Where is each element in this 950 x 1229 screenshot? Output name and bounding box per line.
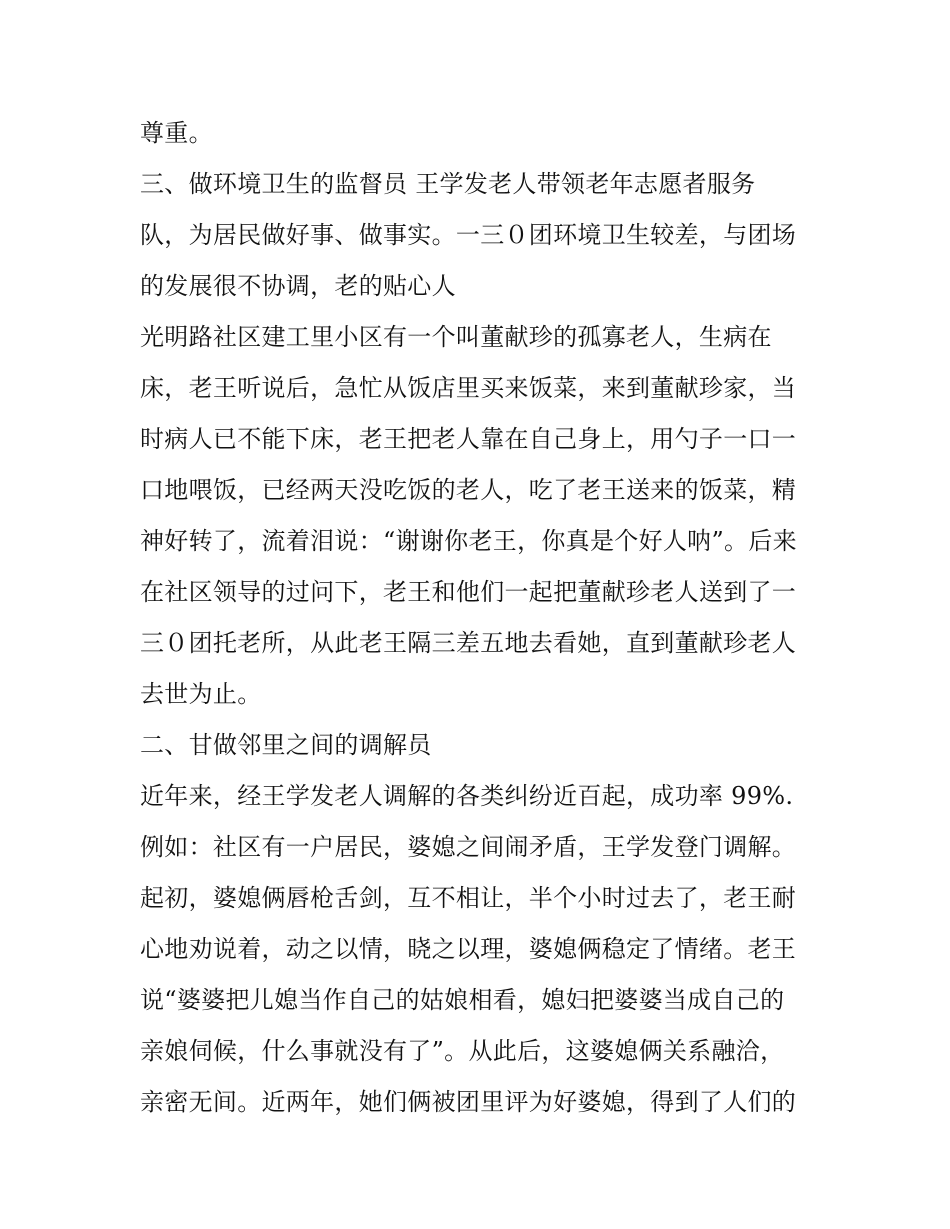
text-line: 在社区领导的过问下，老王和他们一起把董献珍老人送到了一 [140, 578, 797, 606]
document-body [140, 108, 820, 1128]
section-heading-mediator: 二、甘做邻里之间的调解员 [140, 731, 432, 759]
text-line: 心地劝说着，动之以情，晓之以理，婆媳俩稳定了情绪。老王 [140, 935, 797, 963]
text-line: 起初，婆媳俩唇枪舌剑，互不相让，半个小时过去了，老王耐 [140, 884, 797, 912]
text-line: 亲密无间。近两年，她们俩被团里评为好婆媳，得到了人们的 [140, 1088, 797, 1116]
text-line: 例如：社区有一户居民，婆媳之间闹矛盾，王学发登门调解。 [140, 833, 797, 861]
text-line: 三０团托老所，从此老王隔三差五地去看她，直到董献珍老人 [140, 629, 797, 657]
text-line: 队，为居民做好事、做事实。一三０团环境卫生较差，与团场 [140, 221, 797, 249]
text-line: 亲娘伺候，什么事就没有了”。从此后，这婆媳俩关系融洽， [140, 1037, 785, 1065]
text-line: 去世为止。 [140, 680, 262, 708]
text-line: 的发展很不协调，老的贴心人 [140, 272, 456, 300]
section-heading-environment: 三、做环境卫生的监督员 王学发老人带领老年志愿者服务 [140, 170, 756, 198]
text-line: 口地喂饭，已经两天没吃饭的老人，吃了老王送来的饭菜，精 [140, 476, 797, 504]
text-line: 光明路社区建工里小区有一个叫董献珍的孤寡老人，生病在 [140, 323, 772, 351]
text-line: 近年来，经王学发老人调解的各类纠纷近百起，成功率 99%. [140, 782, 794, 810]
text-line: 床，老王听说后，急忙从饭店里买来饭菜，来到董献珍家，当 [140, 374, 797, 402]
text-line: 时病人已不能下床，老王把老人靠在自己身上，用勺子一口一 [140, 425, 797, 453]
text-line: 尊重。 [140, 119, 213, 147]
text-line: 神好转了，流着泪说：“谢谢你老王，你真是个好人呐”。后来 [140, 527, 797, 555]
text-line: 说“婆婆把儿媳当作自己的姑娘相看，媳妇把婆婆当成自己的 [140, 986, 785, 1014]
